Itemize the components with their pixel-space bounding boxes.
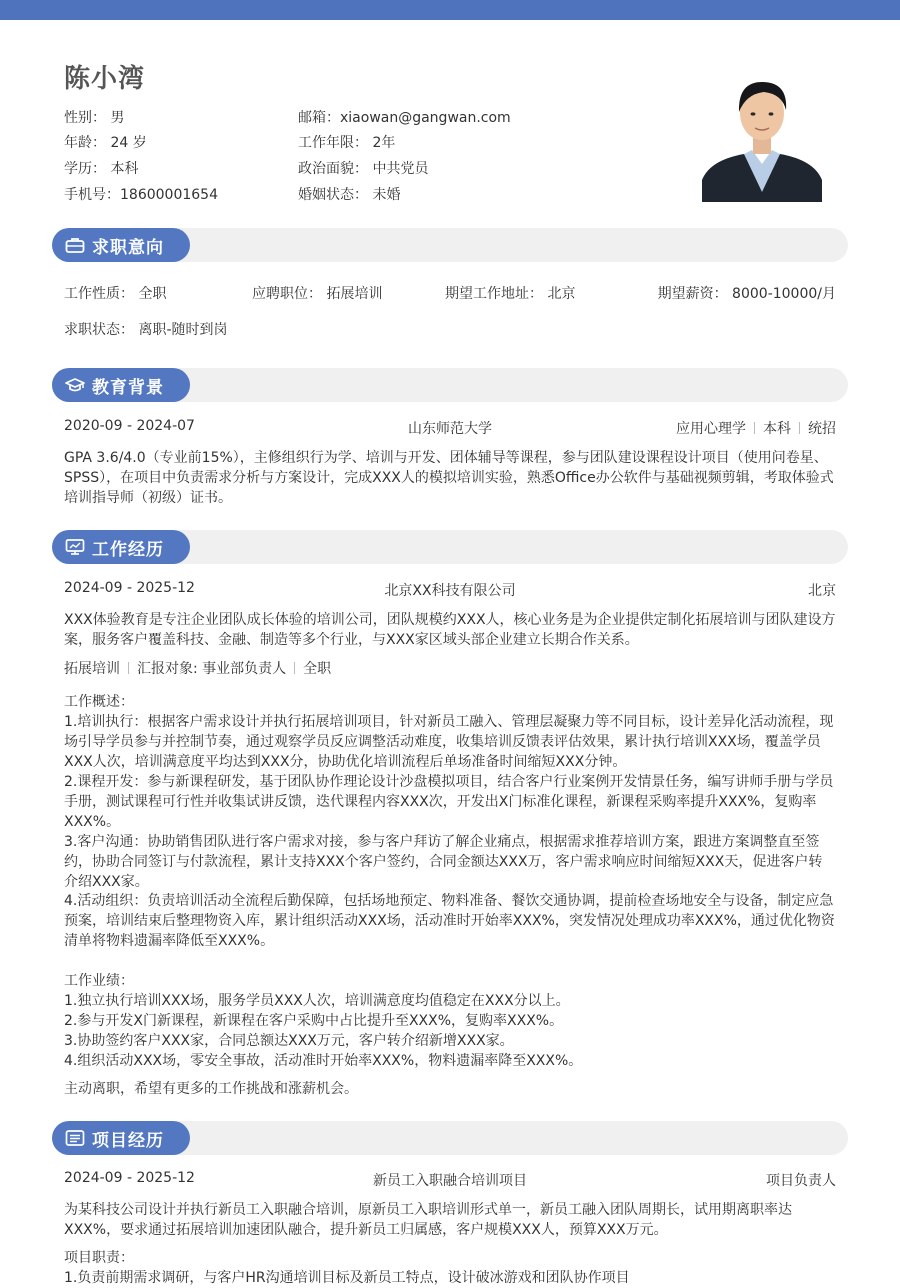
education-description: GPA 3.6/4.0（专业前15%），主修组织行为学、培训与开发、团体辅导等课程，参与团队建设课程设计项目（使用问卷星、SPSS），在项目中负责需求分析与方案设计，完成XXX人的模拟培训实验，熟悉Office办公软件与基础视频剪辑，考取体验式培训指导师（初级）证书。: [64, 450, 834, 506]
intent-nature: 工作性质： 全职: [64, 286, 167, 302]
project-row: [64, 1170, 836, 1189]
section-header-work: [52, 530, 848, 564]
briefcase-icon: [65, 236, 85, 254]
intent-position: 应聘职位： 拓展培训: [252, 286, 383, 302]
age-info: 年龄： 24 岁: [64, 135, 147, 151]
top-accent-bar: [0, 0, 900, 20]
project-name: 新员工入职融合培训项目: [373, 1173, 527, 1189]
graduation-cap-icon: [65, 376, 85, 394]
phone-info: 手机号：18600001654: [64, 187, 218, 203]
work-years-info: 工作年限： 2年: [298, 135, 396, 151]
marital-info: 婚姻状态： 未婚: [298, 187, 401, 203]
list-icon: [65, 1129, 85, 1147]
section-header-education: [52, 368, 848, 402]
education-major: 应用心理学: [676, 421, 746, 437]
project-duty-title: 项目职责：: [64, 1250, 134, 1266]
project-duty-item: 1.负责前期需求调研，与客户HR沟通培训目标及新员工特点，设计破冰游戏和团队协作项目: [64, 1270, 630, 1286]
work-company-intro: XXX体验教育是专注企业团队成长体验的培训公司，团队规模约XXX人，核心业务是为企业提供定制化拓展培训与团队建设方案，服务客户覆盖科技、金融、制造等多个行业，与XXX家区域头部企业建立长期合作关系。: [64, 612, 836, 648]
education-degree: 本科: [763, 421, 791, 437]
work-achievement-item: 1.独立执行培训XXX场，服务学员XXX人次，培训满意度均值稳定在XXX分以上。: [64, 993, 570, 1009]
work-achievement-item: 4.组织活动XXX场，零安全事故，活动准时开始率XXX%，物料遗漏率降至XXX%。: [64, 1053, 583, 1069]
education-row: [64, 418, 836, 437]
intent-salary: 期望薪资： 8000-10000/月: [657, 286, 836, 302]
political-info: 政治面貌： 中共党员: [298, 161, 429, 177]
work-row: [64, 580, 836, 599]
work-overview-title: 工作概述：: [64, 694, 134, 710]
work-achievement-item: 3.协助签约客户XXX家，合同总额达XXX万元，客户转介绍新增XXX家。: [64, 1033, 514, 1049]
work-achievement-title: 工作业绩：: [64, 973, 134, 989]
section-title-education: 教育背景: [92, 377, 164, 398]
education-type: 统招: [808, 421, 836, 437]
project-role: 项目负责人: [766, 1173, 836, 1189]
work-tag: 拓展培训: [64, 661, 120, 677]
section-title-work: 工作经历: [92, 539, 164, 560]
profile-photo: [702, 68, 822, 202]
education-school: 山东师范大学: [408, 421, 492, 437]
section-header-intent: [52, 228, 848, 262]
project-period: 2024-09 - 2025-12: [64, 1170, 195, 1186]
gender-info: 性别： 男: [64, 110, 125, 126]
education-info: 学历： 本科: [64, 161, 139, 177]
candidate-name: 陈小湾: [64, 64, 146, 94]
email-info: 邮箱：xiaowan@gangwan.com: [298, 110, 511, 126]
work-company: 北京XX科技有限公司: [384, 583, 516, 599]
intent-status: 求职状态： 离职-随时到岗: [64, 322, 228, 338]
work-overview-item: 3.客户沟通：协助销售团队进行客户需求对接，参与客户拜访了解企业痛点，根据需求推荐培训方案，跟进方案调整直至签约，协助合同签订与付款流程，累计支持XXX个客户签约，合同金额达XXX万，客户需求响应时间缩短XXX天，促进客户转介绍XXX家。: [64, 834, 823, 890]
intent-location: 期望工作地址： 北京: [445, 286, 576, 302]
work-overview-item: 4.活动组织：负责培训活动全流程后勤保障，包括场地预定、物料准备、餐饮交通协调，提前检查场地安全与设备，制定应急预案，培训结束后整理物资入库，累计组织活动XXX场，活动准时开始率XXX%，突发情况处理成功率XXX%，通过优化物资清单将物料遗漏率降低至XXX%。: [64, 893, 835, 949]
section-title-intent: 求职意向: [92, 237, 164, 258]
monitor-icon: [65, 538, 85, 556]
work-overview-item: 2.课程开发：参与新课程研发，基于团队协作理论设计沙盘模拟项目，结合客户行业案例开发情景任务，编写讲师手册与学员手册，测试课程可行性并收集试讲反馈，迭代课程内容XXX次，开发出X门标准化课程，新课程采购率提升XXX%，复购率XXX%。: [64, 774, 834, 830]
work-achievement-item: 2.参与开发X门新课程，新课程在客户采购中占比提升至XXX%，复购率XXX%。: [64, 1013, 564, 1029]
work-city: 北京: [808, 583, 836, 599]
work-tag: 汇报对象: 事业部负责人: [137, 661, 287, 677]
education-period: 2020-09 - 2024-07: [64, 418, 195, 434]
section-title-project: 项目经历: [92, 1130, 164, 1151]
work-leave-reason: 主动离职，希望有更多的工作挑战和涨薪机会。: [64, 1081, 358, 1097]
work-tag: 全职: [303, 661, 332, 677]
project-description: 为某科技公司设计并执行新员工入职融合培训，原新员工入职培训形式单一，新员工融入团队周期长，试用期离职率达XXX%，要求通过拓展培训加速团队融合，提升新员工归属感，客户规模XXX人，预算XXX万元。: [64, 1202, 792, 1238]
section-header-project: [52, 1121, 848, 1155]
work-overview-item: 1.培训执行：根据客户需求设计并执行拓展培训项目，针对新员工融入、管理层凝聚力等不同目标，设计差异化活动流程，现场引导学员参与并控制节奏，通过观察学员反应调整活动难度，收集培训反馈表评估效果，累计执行培训XXX场，覆盖学员XXX人次，培训满意度平均达到XXX分，协助优化培训流程后单场准备时间缩短XXX分钟。: [64, 714, 834, 770]
work-tags: [64, 658, 331, 678]
work-period: 2024-09 - 2025-12: [64, 580, 195, 596]
